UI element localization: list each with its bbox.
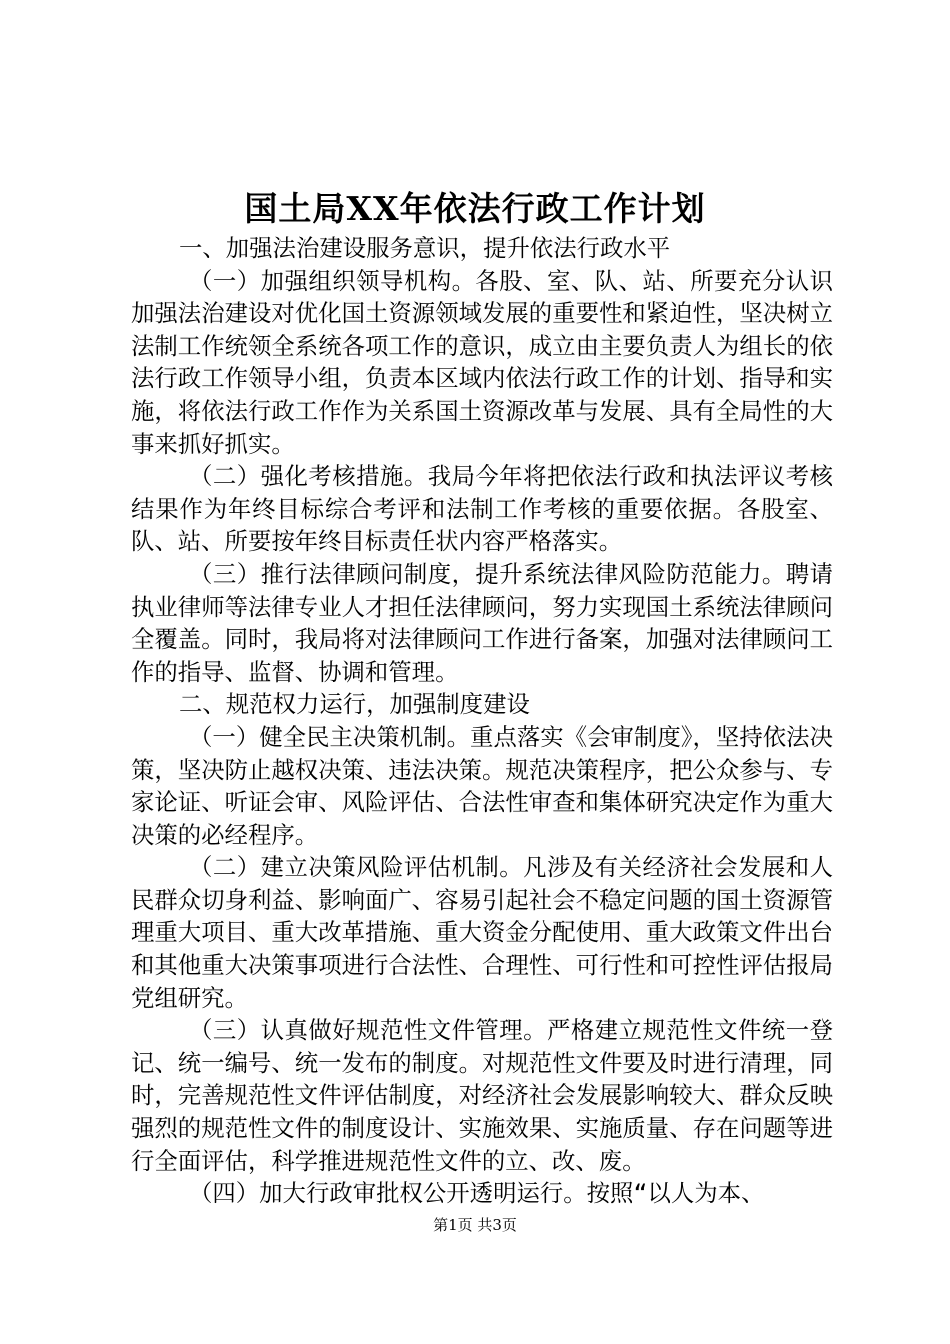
paragraph: （三）推行法律顾问制度，提升系统法律风险防范能力。聘请执业律师等法律专业人才担任法律顾问，努力实现国土系统法律顾问全覆盖。同时，我局将对法律顾问工作进行备案，加强对法律顾问工作的指导、监督、协调和管理。	[131, 559, 833, 686]
paragraph: （一）健全民主决策机制。重点落实《会审制度》，坚持依法决策，坚决防止越权决策、违法决策。规范决策程序，把公众参与、专家论证、听证会审、风险评估、合法性审查和集体研究决定作为重大决策的必经程序。	[131, 722, 833, 849]
paragraph: （三）认真做好规范性文件管理。严格建立规范性文件统一登记、统一编号、统一发布的制度。对规范性文件要及时进行清理，同时，完善规范性文件评估制度，对经济社会发展影响较大、群众反映强烈的规范性文件的制度设计、实施效果、实施质量、存在问题等进行全面评估，科学推进规范性文件的立、改、废。	[131, 1016, 833, 1175]
section-heading: 一、加强法治建设服务意识，提升依法行政水平	[179, 234, 671, 262]
paragraph: （二）建立决策风险评估机制。凡涉及有关经济社会发展和人民群众切身利益、影响面广、容易引起社会不稳定问题的国土资源管理重大项目、重大改革措施、重大资金分配使用、重大政策文件出台和其他重大决策事项进行合法性、合理性、可行性和可控性评估报局党组研究。	[131, 853, 833, 1012]
page-footer: 第1页 共3页	[433, 1216, 517, 1234]
document-title: 国土局XX年依法行政工作计划	[244, 189, 706, 228]
document-body	[131, 232, 833, 1210]
paragraph: （一）加强组织领导机构。各股、室、队、站、所要充分认识加强法治建设对优化国土资源领域发展的重要性和紧迫性，坚决树立法制工作统领全系统各项工作的意识，成立由主要负责人为组长的依法行政工作领导小组，负责本区域内依法行政工作的计划、指导和实施，将依法行政工作作为关系国土资源改革与发展、具有全局性的大事来抓好抓实。	[131, 266, 833, 458]
section-heading: 二、规范权力运行，加强制度建设	[179, 690, 530, 719]
paragraph: （二）强化考核措施。我局今年将把依法行政和执法评议考核结果作为年终目标综合考评和法制工作考核的重要依据。各股室、队、站、所要按年终目标责任状内容严格落实。	[131, 462, 833, 556]
paragraph: （四）加大行政审批权公开透明运行。按照“以人为本、	[189, 1179, 765, 1208]
